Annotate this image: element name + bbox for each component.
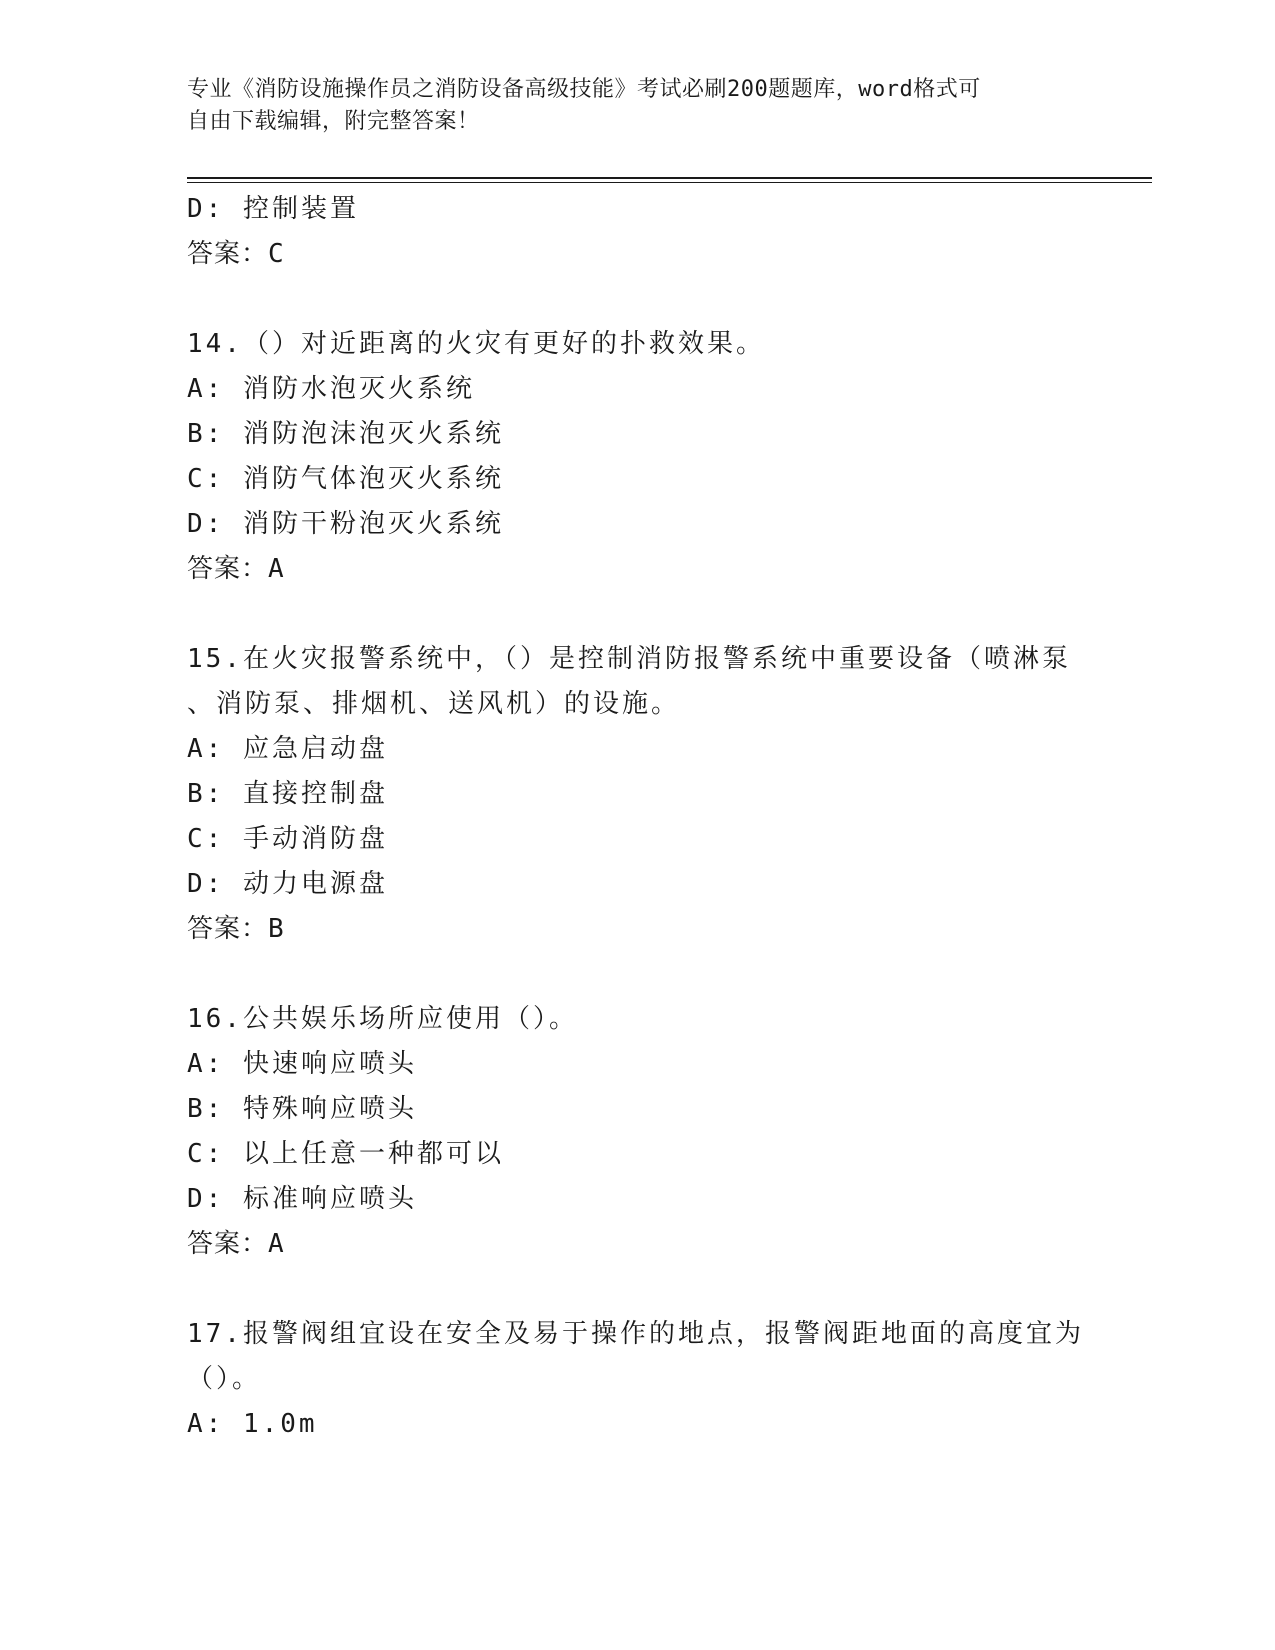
option-a: A: 快速响应喷头 [187,1049,417,1079]
spacer [187,1267,1087,1312]
option-c: C: 消防气体泡灭火系统 [187,464,504,494]
question-text: 15.在火灾报警系统中，（）是控制消防报警系统中重要设备（喷淋泵 [187,644,1071,674]
answer-line: 答案：A [187,1229,285,1259]
question-text: 14.（）对近距离的火灾有更好的扑救效果。 [187,329,765,359]
option-d: D: 控制装置 [187,194,359,224]
option-b: B: 直接控制盘 [187,779,388,809]
header-divider-thin [187,182,1152,183]
option-b: B: 特殊响应喷头 [187,1094,417,1124]
answer-line: 答案：A [187,554,285,584]
header-line-1: 专业《消防设施操作员之消防设备高级技能》考试必刷200题题库，word格式可 [187,77,981,102]
option-a: A: 消防水泡灭火系统 [187,374,475,404]
option-a: A: 1.0m [187,1409,318,1439]
option-d: D: 消防干粉泡灭火系统 [187,509,504,539]
question-block [187,997,1087,1267]
question-block [187,637,1087,952]
question-text-continued: 、消防泵、排烟机、送风机）的设施。 [187,689,681,719]
header-line-2: 自由下载编辑，附完整答案！ [187,109,480,134]
option-a: A: 应急启动盘 [187,734,388,764]
answer-line: 答案：B [187,914,285,944]
question-text: 16.公共娱乐场所应使用（）。 [187,1004,578,1034]
question-text: 17.报警阀组宜设在安全及易于操作的地点，报警阀距地面的高度宜为 [187,1319,1084,1349]
spacer [187,952,1087,997]
document-header [187,74,1067,138]
option-c: C: 以上任意一种都可以 [187,1139,504,1169]
question-block [187,1312,1087,1447]
question-content [187,187,1087,1447]
spacer [187,592,1087,637]
option-d: D: 标准响应喷头 [187,1184,417,1214]
option-c: C: 手动消防盘 [187,824,388,854]
question-block [187,322,1087,592]
answer-line: 答案：C [187,239,285,269]
header-divider-thick [187,177,1152,179]
spacer [187,277,1087,322]
option-d: D: 动力电源盘 [187,869,388,899]
option-b: B: 消防泡沫泡灭火系统 [187,419,504,449]
question-text-continued: （）。 [187,1364,262,1394]
